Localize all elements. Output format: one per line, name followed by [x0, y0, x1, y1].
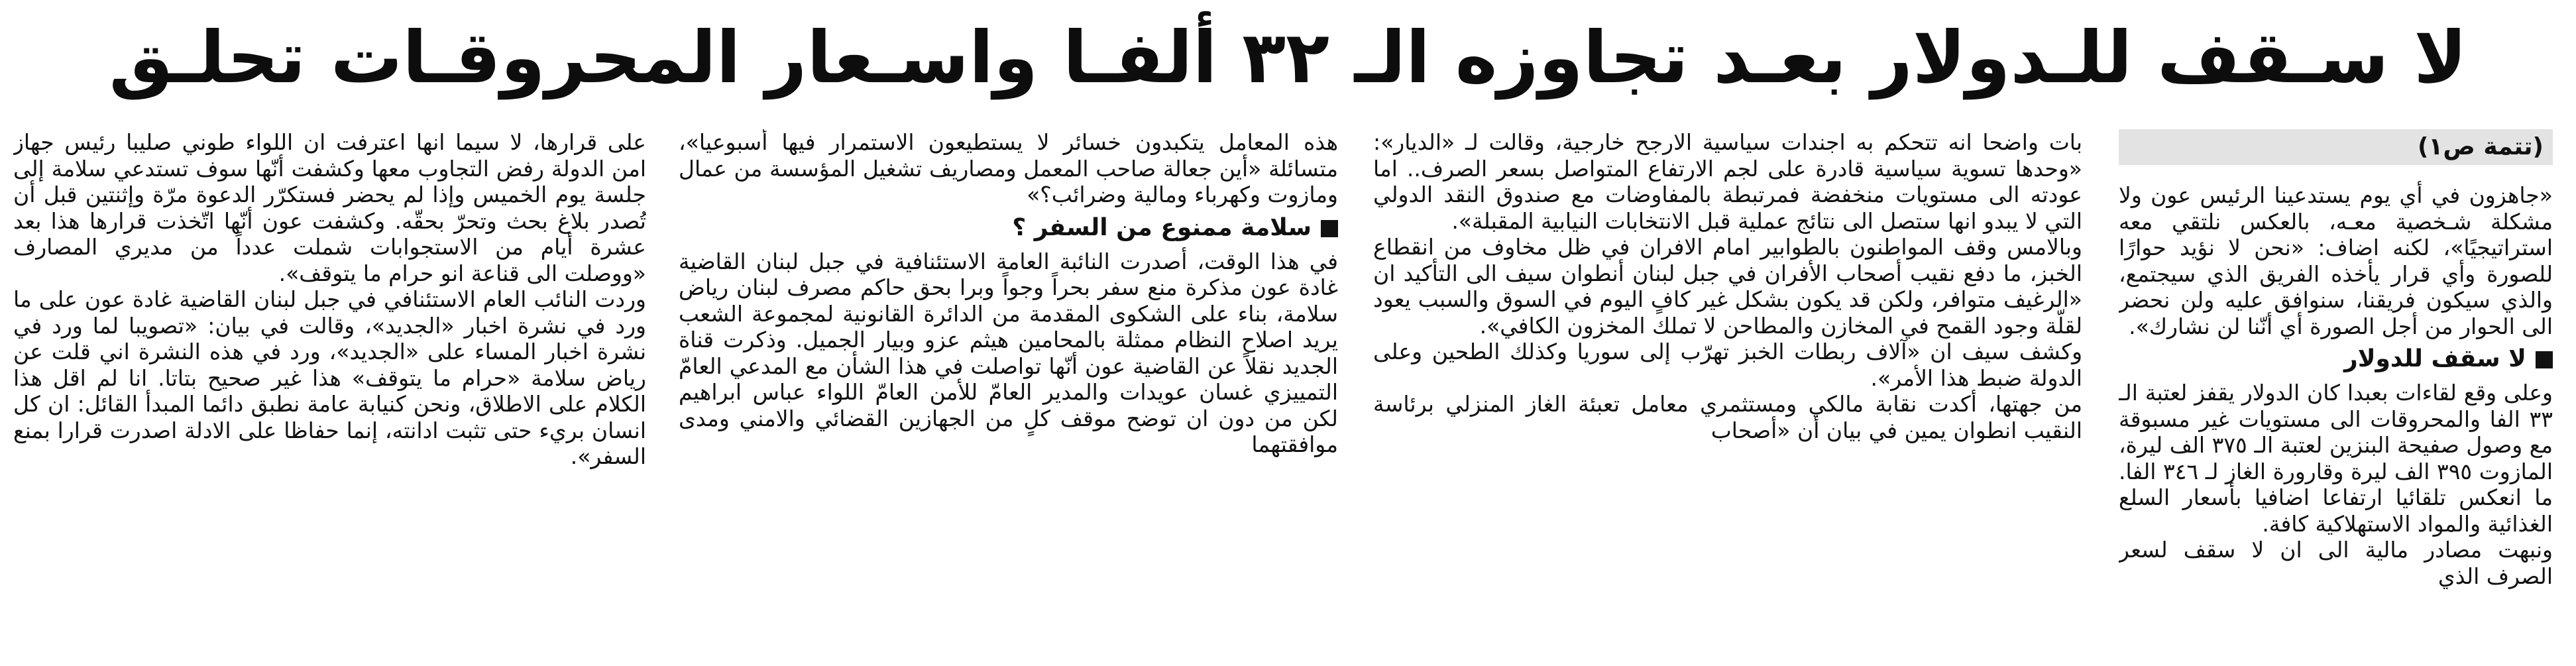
section-subheading: [679, 212, 1338, 243]
paragraph: في هذا الوقت، أصدرت النائبة العامة الاستئنافية في جبل لبنان القاضية غادة عون مذكرة منع سفر بحراً وجواً وبرا بحق حاكم مصرف لبنان رياض سلامة، بناء على الشكوى المقدمة من الدائرة القانونية لمجموعة الشعب يريد اصلاح النظام ممثلة بالمحامين هيثم عزو وبيار الجميل. وذكرت قناة الجديد نقلاً عن القاضية عون أنّها تواصلت في هذا الشأن مع المدعي العامّ التمييزي غسان عويدات والمدير العامّ للأمن العامّ اللواء عباس ابراهيم لكن من دون ان توضح موقف كلٍ من الجهازين القضائي والامني ومدى موافقتهما: [679, 248, 1338, 457]
subheading-text: سلامة ممنوع من السفر ؟: [1012, 213, 1312, 241]
paragraph: من جهتها، أكدت نقابة مالكي ومستثمري معامل تعبئة الغاز المنزلي برئاسة النقيب انطوان يمين في بيان أن «أصحاب: [1373, 391, 2082, 443]
article-column-2: [1373, 129, 2082, 663]
paragraph: بات واضحا انه تتحكم به اجندات سياسية الارجح خارجية، وقالت لـ «الديار»: «وحدها تسوية سياسية قادرة على لجم الارتفاع المتواصل بسعر الصرف.. اما عودته الى مستويات منخفضة فمرتبطة بالمفاوضات مع صندوق النقد الدولي التي لا يبدو انها ستصل الى نتائج عملية قبل الانتخابات النيابية المقبلة».: [1373, 129, 2082, 234]
paragraph: وردت النائب العام الاستئنافي في جبل لبنان القاضية غادة عون على ما ورد في نشرة اخبار «الجديد»، وقالت في بيان: «تصويبا لما ورد في نشرة اخبار المساء على «الجديد»، ورد في هذه النشرة اني قلت عن رياض سلامة «حرام ما يتوقف» هذا غير صحيح بتاتا. انا لم اقل هذا الكلام على الاطلاق، ونحن كنيابة عامة نطبق دائما المبدأ القائل: ان كل انسان بريء حتى تثبت ادانته، إنما حفاظا على الادلة اصدرت قرارا بمنع السفر».: [13, 286, 646, 469]
bullet-square-icon: [2536, 351, 2553, 368]
paragraph: هذه المعامل يتكبدون خسائر لا يستطيعون الاستمرار فيها أسبوعيا»، متسائلة «أين جعالة صاحب المعمل ومصاريف تشغيل المؤسسة من عمال ومازوت وكهرباء ومالية وضرائب؟»: [679, 129, 1338, 207]
paragraph: وكشف سيف ان «آلاف ربطات الخبز تهرّب إلى سوريا وكذلك الطحين وعلى الدولة ضبط هذا الأمر».: [1373, 339, 2082, 391]
paragraph: وبالامس وقف المواطنون بالطوابير امام الافران في ظل مخاوف من انقطاع الخبز، ما دفع نقيب أصحاب الأفران في جبل لبنان أنطوان سيف الى التأكيد ان «الرغيف متوافر، ولكن قد يكون بشكل غير كافٍ اليوم في السوق والسبب يعود لقلّة وجود القمح في المخازن والمطاحن لا تملك المخزون الكافي».: [1373, 234, 2082, 339]
paragraph: «جاهزون في أي يوم يستدعينا الرئيس عون ولا مشكلة شـخصية معـه، بالعكس نلتقي معه استراتيجيًا»، لكنه اضاف: «نحن لا نؤيد حوارًا للصورة وأي قرار يأخذه الفريق الذي سيجتمع، والذي سيكون فريقنا، سنوافق عليه ولن نحضر الى الحوار من أجل الصورة أي أنّنا لن نشارك».: [2119, 182, 2553, 339]
paragraph: ونبهت مصادر مالية الى ان لا سقف لسعر الصرف الذي: [2119, 537, 2553, 589]
paragraph: على قرارها، لا سيما انها اعترفت ان اللواء طوني صليبا رئيس جهاز امن الدولة رفض التجاوب معها وكشفت أنّها سوف تستدعي سلامة إلى جلسة يوم الخميس وإذا لم يحضر فستكرّر الدعوة مرّة وإثنتين قبل أن تُصدر بلاغ بحث وتحرّ بحقّه. وكشفت عون أنّها اتّخذت قرارها هذا بعد عشرة أيام من الاستجوابات شملت عدداً من مديري المصارف «ووصلت الى قناعة انو حرام ما يتوقف».: [13, 129, 646, 286]
bullet-square-icon: [1321, 220, 1338, 237]
continuation-marker: (تتمة ص١): [2119, 129, 2553, 165]
article-column-3: [679, 129, 1338, 663]
section-subheading: [2119, 343, 2553, 374]
paragraph: وعلى وقع لقاءات بعبدا كان الدولار يقفز لعتبة الـ ٣٣ الفا والمحروقات الى مستويات غير مسبوقة مع وصول صفيحة البنزين لعتبة الـ ٣٧٥ الف ليرة، المازوت ٣٩٥ الف ليرة وقارورة الغاز لـ ٣٤٦ الفا. ما انعكس تلقائيا ارتفاعا اضافيا بأسعار السلع الغذائية والمواد الاستهلاكية كافة.: [2119, 380, 2553, 537]
page-title: لا سـقف للـدولار بعـد تجاوزه الـ ٣٢ ألفـا واسـعار المحروقـات تحلـق: [109, 16, 2467, 99]
article-column-1: [2119, 129, 2553, 663]
article-column-4: [13, 129, 646, 663]
subheading-text: لا سقف للدولار: [2344, 345, 2526, 372]
